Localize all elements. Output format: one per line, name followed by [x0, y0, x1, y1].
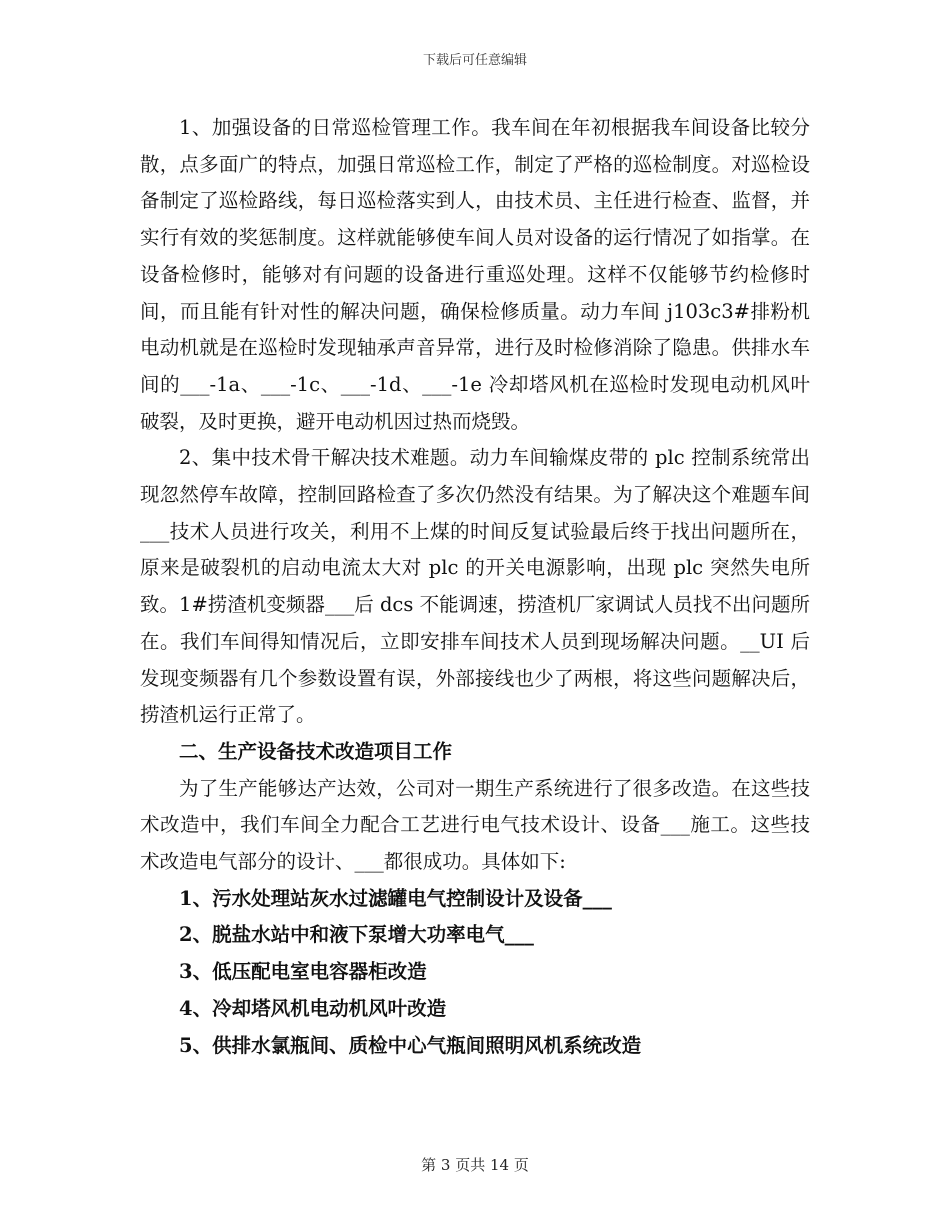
section-heading-technical-renovation: 二、生产设备技术改造项目工作 [179, 739, 453, 763]
paragraph-renovation-intro: 为了生产能够达产达效，公司对一期生产系统进行了很多改造。在这些技术改造中，我们车间全力配合工艺进行电气技术设计、设备___施工。这些技术改造电气部分的设计、___都很成功。具体如下: [140, 776, 810, 874]
list-item: 2、脱盐水站中和液下泵增大功率电气___ [179, 923, 534, 947]
page-number: 第 3 页共 14 页 [421, 1156, 529, 1174]
list-item: 3、低压配电室电容器柜改造 [179, 960, 427, 984]
list-item: 4、冷却塔风机电动机风叶改造 [179, 996, 447, 1020]
list-item: 5、供排水氯瓶间、质检中心气瓶间照明风机系统改造 [179, 1033, 642, 1057]
list-item: 1、污水处理站灰水过滤罐电气控制设计及设备___ [179, 886, 612, 910]
paragraph-technical-problems: 2、集中技术骨干解决技术难题。动力车间输煤皮带的 plc 控制系统常出现忽然停车故障，控制回路检查了多次仍然没有结果。为了解决这个难题车间___技术人员进行攻关，利用不上煤的时间反复试验最后终于找出问题所在，原来是破裂机的启动电流太大对 plc 的开关电源影响，出现 plc 突然失电所致。1#捞渣机变频器___后 dcs 不能调速，捞渣机厂家调试人员找不出问题所在。我们车间得知情况后，立即安排车间技术人员到现场解决问题。__UI 后发现变频器有几个参数设置有误，外部接线也少了两根，将这些问题解决后，捞渣机运行正常了。 [140, 446, 810, 727]
document-body [140, 110, 810, 1064]
paragraph-inspection-management: 1、加强设备的日常巡检管理工作。我车间在年初根据我车间设备比较分散，点多面广的特点，加强日常巡检工作，制定了严格的巡检制度。对巡检设备制定了巡检路线，每日巡检落实到人，由技术员、主任进行检查、监督，并实行有效的奖惩制度。这样就能够使车间人员对设备的运行情况了如指掌。在设备检修时，能够对有问题的设备进行重巡处理。这样不仅能够节约检修时间，而且能有针对性的解决问题，确保检修质量。动力车间 j103c3#排粉机电动机就是在巡检时发现轴承声音异常，进行及时检修消除了隐患。供排水车间的___-1a、___-1c、___-1d、___-1e 冷却塔风机在巡检时发现电动机风叶破裂，及时更换，避开电动机因过热而烧毁。 [140, 116, 810, 433]
page-header: 下载后可任意编辑 [422, 53, 527, 68]
